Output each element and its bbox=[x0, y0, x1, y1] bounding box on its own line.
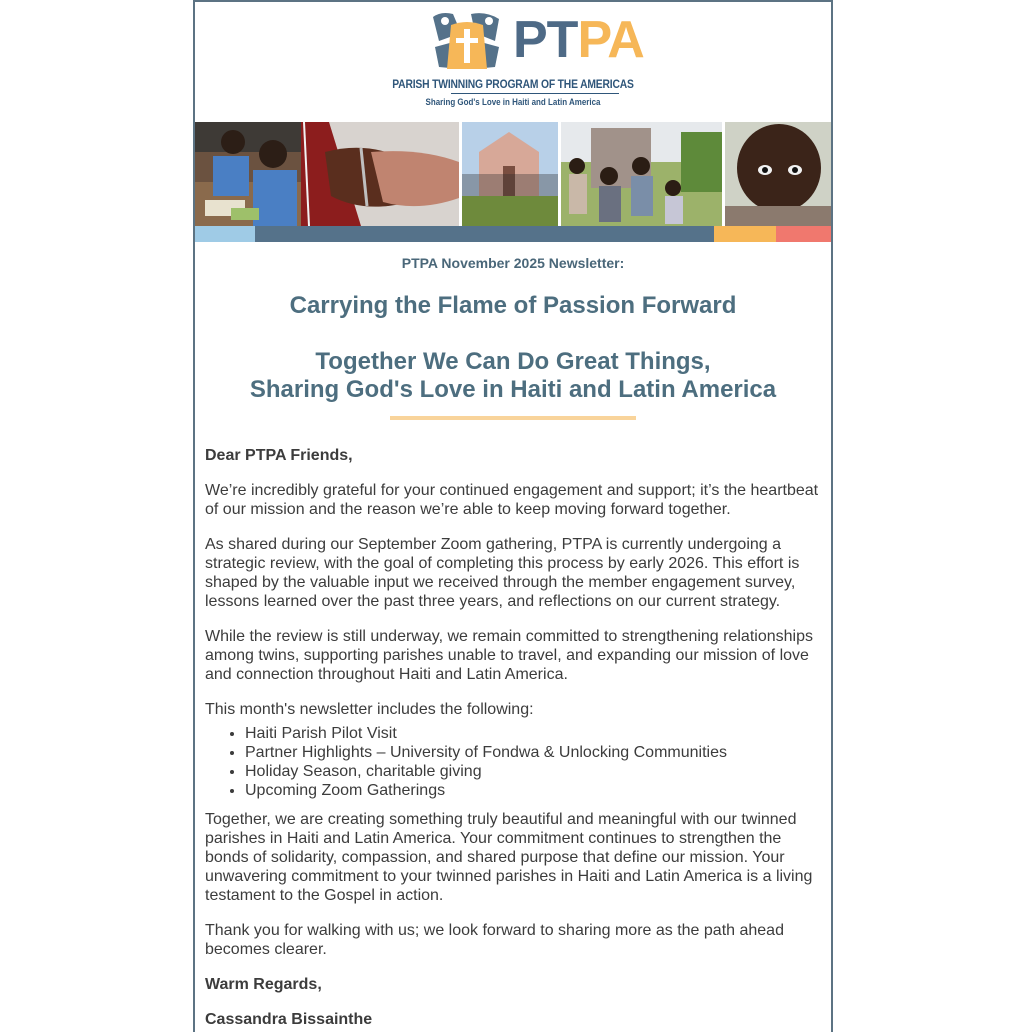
list-item: • Partner Highlights – University of Fondwa & Unlocking Communities bbox=[245, 743, 845, 762]
photo-banner bbox=[195, 122, 831, 226]
color-strip-slate bbox=[255, 226, 714, 242]
newsletter-topics-list bbox=[205, 724, 845, 800]
headline-underline bbox=[390, 416, 636, 420]
newsletter-subhead bbox=[195, 348, 831, 404]
newsletter-headline: Carrying the Flame of Passion Forward bbox=[289, 292, 737, 319]
logo-tagline: Sharing God's Love in Haiti and Latin America bbox=[425, 97, 601, 108]
letter-paragraph-3: While the review is still underway, we remain committed to strengthening relationships among twins, supporting parishes unable to travel, and expanding our mission of love and connection throughout Haiti and Latin America. bbox=[205, 628, 813, 683]
child-portrait-photo bbox=[725, 122, 831, 226]
newsletter-kicker: PTPA November 2025 Newsletter: bbox=[401, 255, 625, 271]
church-photo bbox=[459, 122, 561, 226]
list-item: • Upcoming Zoom Gatherings bbox=[245, 781, 845, 800]
logo-subtitle: PARISH TWINNING PROGRAM OF THE AMERICAS bbox=[392, 77, 634, 91]
newsletter-frame bbox=[193, 0, 833, 1032]
students-photo bbox=[195, 122, 301, 226]
letter-signature: Cassandra Bissainthe bbox=[205, 1011, 373, 1028]
list-item: • Haiti Parish Pilot Visit bbox=[245, 724, 845, 743]
letter-paragraph-2: As shared during our September Zoom gathering, PTPA is currently undergoing a strategic review, with the goal of completing this process by early 2026. This effort is shaped by the valuable input we received through the member engagement survey, lessons learned over the past three years, and reflections on our current strategy. bbox=[205, 536, 800, 610]
letter-paragraph-1: We’re incredibly grateful for your continued engagement and support; it’s the heartbeat of our mission and the reason we’re able to keep moving forward together. bbox=[205, 482, 819, 518]
logo-wordmark bbox=[513, 10, 644, 70]
children-group-photo bbox=[561, 122, 725, 226]
handshake-photo bbox=[301, 122, 459, 226]
color-strip-light-blue bbox=[195, 226, 255, 242]
logo-wordmark-part1: PT bbox=[513, 11, 578, 69]
header-logo bbox=[195, 2, 831, 122]
subhead-line-1: Together We Can Do Great Things, bbox=[315, 348, 711, 375]
letter-paragraph-5: Thank you for walking with us; we look forward to sharing more as the path ahead becomes clearer. bbox=[205, 922, 784, 958]
logo-divider bbox=[451, 93, 619, 94]
list-intro: This month's newsletter includes the following: bbox=[205, 701, 534, 718]
logo-wordmark-part2: PA bbox=[577, 11, 644, 69]
color-strip-gold bbox=[714, 226, 776, 242]
ptpa-logo-icon bbox=[431, 11, 503, 71]
letter-greeting: Dear PTPA Friends, bbox=[205, 447, 353, 464]
color-strip-coral bbox=[776, 226, 831, 242]
letter-paragraph-4: Together, we are creating something truly beautiful and meaningful with our twinned parishes in Haiti and Latin America. Your commitment continues to strengthen the bonds of solidarity, compassion, and shared purpose that define our mission. Your unwavering commitment to your twinned parishes in Haiti and Latin America is a living testament to the Gospel in action. bbox=[205, 811, 813, 904]
list-item: • Holiday Season, charitable giving bbox=[245, 762, 845, 781]
letter-closing: Warm Regards, bbox=[205, 976, 322, 993]
subhead-line-2: Sharing God's Love in Haiti and Latin America bbox=[249, 376, 777, 403]
